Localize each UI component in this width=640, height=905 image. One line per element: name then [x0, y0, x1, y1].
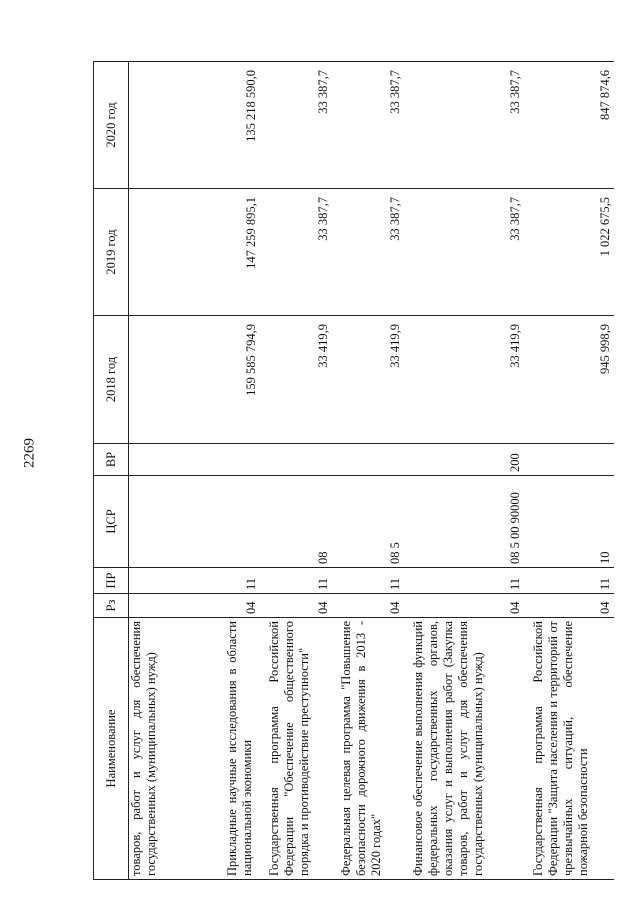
page-number	[20, 418, 40, 488]
row-2020: 847 874,6	[524, 62, 614, 189]
header-pr: ПР	[94, 568, 129, 594]
row-rz: 04	[404, 594, 524, 618]
row-csr: 08 5	[332, 476, 404, 568]
header-rz: Рз	[94, 594, 129, 618]
row-name: товаров, работ и услуг для обеспечения государственных (муниципальных) нужд)	[129, 618, 219, 880]
table-header-row	[94, 62, 129, 880]
row-2018: 33 419,9	[260, 316, 332, 444]
row-rz	[129, 594, 219, 618]
header-2018: 2018 год	[94, 316, 129, 444]
header-csr: ЦСР	[94, 476, 129, 568]
row-2020: 135 218 590,0	[218, 62, 260, 189]
row-2019	[129, 189, 219, 316]
page-number-text: 2269	[21, 438, 38, 468]
row-name: Государственная программа Российской Федерации "Защита населения и территорий от чрезвычайных ситуаций, обеспечение пожарной безопасности	[524, 618, 614, 880]
row-rz: 04	[524, 594, 614, 618]
row-vr	[524, 444, 614, 476]
row-pr: 11	[260, 568, 332, 594]
row-rz: 04	[332, 594, 404, 618]
row-csr: 08	[260, 476, 332, 568]
row-2019: 33 387,7	[404, 189, 524, 316]
row-2020: 33 387,7	[260, 62, 332, 189]
row-csr: 08 5 00 90000	[404, 476, 524, 568]
row-2018	[129, 316, 219, 444]
row-2019: 33 387,7	[260, 189, 332, 316]
table-row	[404, 62, 524, 880]
table-row	[524, 62, 614, 880]
row-csr	[218, 476, 260, 568]
row-vr	[218, 444, 260, 476]
budget-table	[93, 61, 614, 880]
row-vr: 200	[404, 444, 524, 476]
row-2020: 33 387,7	[404, 62, 524, 189]
table-row	[129, 62, 219, 880]
row-vr	[260, 444, 332, 476]
row-2018: 33 419,9	[332, 316, 404, 444]
budget-table-sheet	[93, 62, 618, 880]
row-csr: 10	[524, 476, 614, 568]
row-2020: 33 387,7	[332, 62, 404, 189]
row-2019: 147 259 895,1	[218, 189, 260, 316]
row-name: Прикладные научные исследования в области национальной экономики	[218, 618, 260, 880]
header-2019: 2019 год	[94, 189, 129, 316]
header-vr: ВР	[94, 444, 129, 476]
row-vr	[129, 444, 219, 476]
row-pr	[129, 568, 219, 594]
row-2019: 33 387,7	[332, 189, 404, 316]
row-pr: 11	[404, 568, 524, 594]
table-row	[332, 62, 404, 880]
row-name: Государственная программа Российской Федерации "Обеспечение общественного порядка и противодействие преступности"	[260, 618, 332, 880]
row-pr: 11	[524, 568, 614, 594]
row-vr	[332, 444, 404, 476]
row-rz: 04	[260, 594, 332, 618]
row-2018: 159 585 794,9	[218, 316, 260, 444]
row-2019: 1 022 675,5	[524, 189, 614, 316]
header-name: Наименование	[94, 618, 129, 880]
row-2020	[129, 62, 219, 189]
row-name: Финансовое обеспечение выполнения функций федеральных государственных органов, оказания услуг и выполнения работ (Закупка товаров, работ и услуг для обеспечения государственных (муниципальных) нужд)	[404, 618, 524, 880]
row-pr: 11	[218, 568, 260, 594]
row-pr: 11	[332, 568, 404, 594]
row-rz: 04	[218, 594, 260, 618]
row-csr	[129, 476, 219, 568]
row-2018: 945 998,9	[524, 316, 614, 444]
table-row	[218, 62, 260, 880]
row-name: Федеральная целевая программа "Повышение безопасности дорожного движения в 2013 - 2020 годах"	[332, 618, 404, 880]
row-2018: 33 419,9	[404, 316, 524, 444]
table-row	[260, 62, 332, 880]
header-2020: 2020 год	[94, 62, 129, 189]
